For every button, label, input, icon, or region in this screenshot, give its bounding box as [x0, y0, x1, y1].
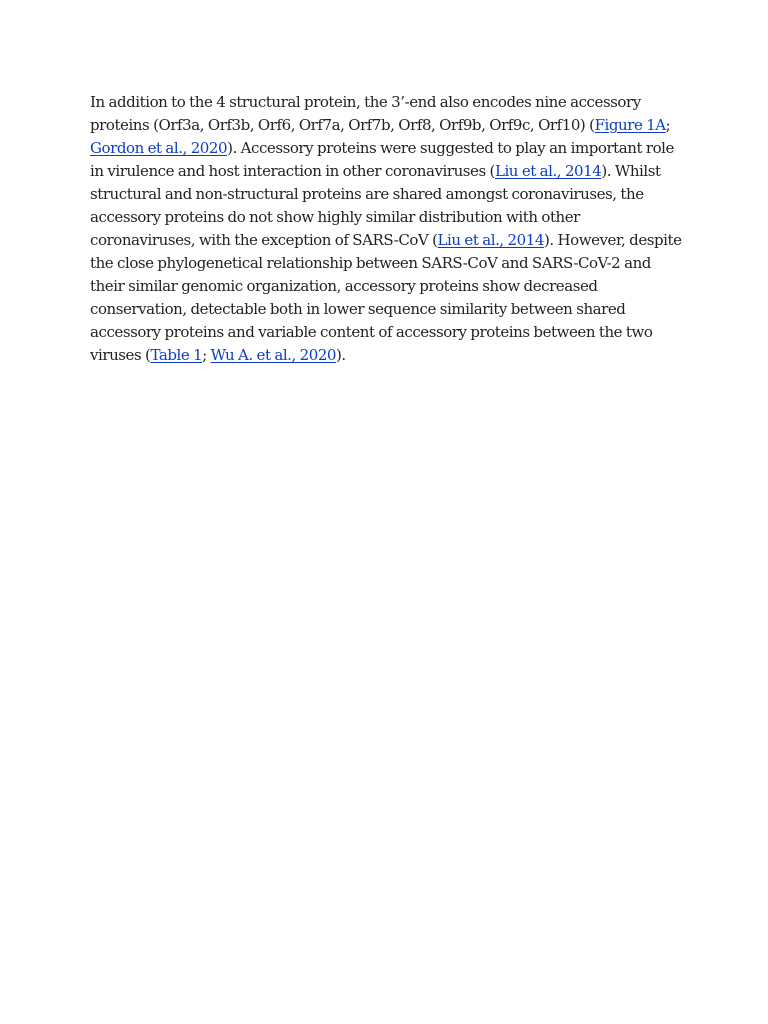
liu-2014-citation-link-2[interactable]: Liu et al., 2014: [437, 231, 544, 249]
paragraph-text: ;: [202, 346, 211, 364]
liu-2014-citation-link[interactable]: Liu et al., 2014: [494, 162, 602, 180]
paragraph-text: ). However, despite the close phylogenetical relationship between SARS-CoV and SARS-CoV-2 and their similar genomic organization, accessory proteins show decreased conservation, detectable both in lower sequence similarity between shared accessory proteins and variable content of accessory proteins between the two viruses (: [90, 231, 682, 364]
paragraph-text: ;: [665, 116, 671, 134]
figure-1a-link[interactable]: Figure 1A: [594, 116, 666, 134]
table-1-link[interactable]: Table 1: [150, 346, 203, 364]
document-page: [90, 91, 685, 367]
paragraph-text: In addition to the 4 structural protein, the 3’-end also encodes nine accessory proteins (Orf3a, Orf3b, Orf6, Orf7a, Orf7b, Orf8, Orf9b, Orf9c, Orf10) (: [90, 93, 641, 134]
gordon-2020-citation-link[interactable]: Gordon et al., 2020: [90, 139, 228, 157]
wu-2020-citation-link[interactable]: Wu A. et al., 2020: [210, 346, 337, 364]
paragraph-text: ).: [336, 346, 346, 364]
body-paragraph: [90, 91, 685, 367]
paragraph-text: ). Whilst structural and non-structural proteins are shared amongst coronaviruses, the accessory proteins do not show highly similar distribution with other coronaviruses, with the exception of SARS-CoV (: [90, 162, 661, 249]
paragraph-text: ). Accessory proteins were suggested to play an important role in virulence and host interaction in other coronaviruses (: [90, 139, 674, 180]
